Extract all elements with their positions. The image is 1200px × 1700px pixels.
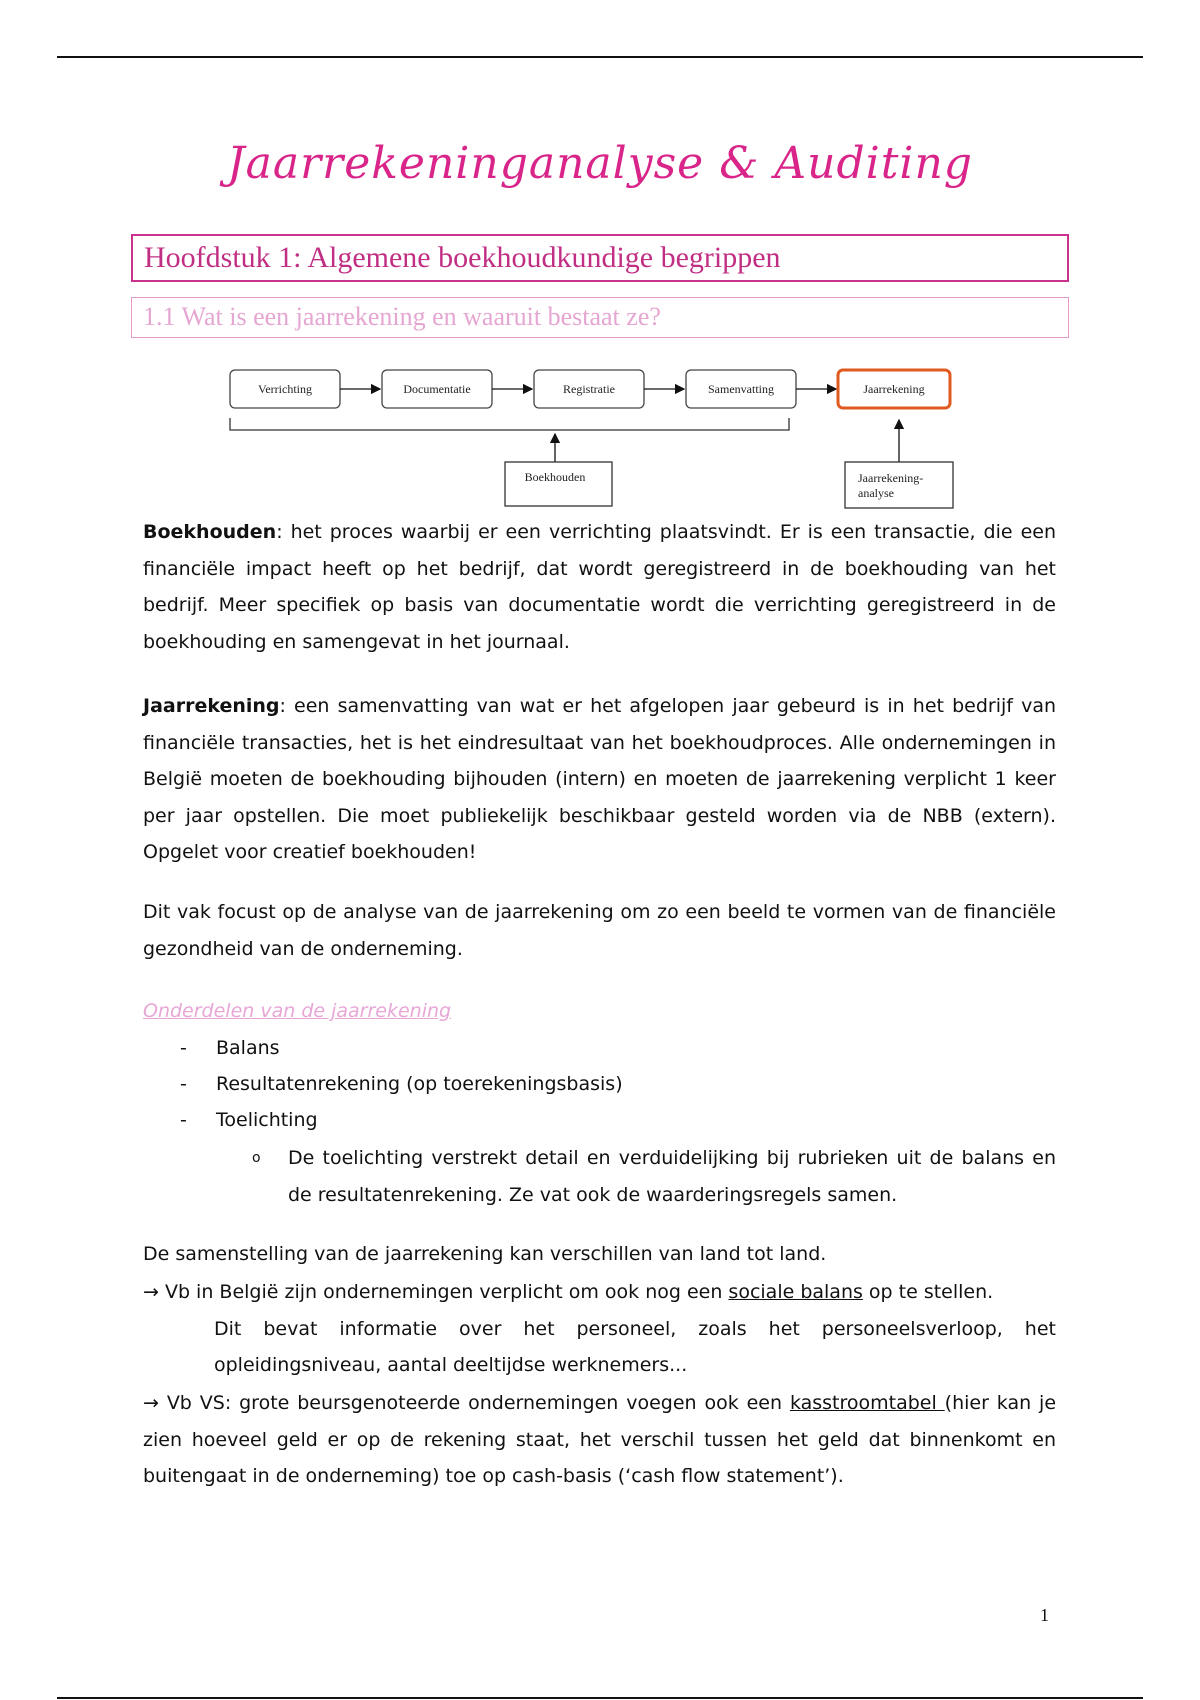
document-title: Jaarrekeninganalyse & Auditing [227,138,973,189]
paragraph-jaarrekening [143,688,1056,871]
chapter-heading: Hoofdstuk 1: Algemene boekhoudkundige begrippen [131,234,1069,282]
list-item: - Balans [180,1030,280,1067]
diagram-step-samenvatting [686,370,796,408]
arrow-icon: → [143,1281,159,1303]
term-jaarrekening: Jaarrekening [143,695,280,717]
diagram-step-documentatie [382,370,492,408]
arrow-icon: → [143,1392,159,1414]
term-boekhouden: Boekhouden [143,521,277,543]
dash-bullet: - [180,1109,187,1131]
page-number: 1 [1040,1605,1049,1625]
circle-bullet: o [252,1150,261,1166]
svg-text:Jaarrekening-: Jaarrekening- [858,471,924,485]
svg-text:Samenvatting: Samenvatting [708,382,774,396]
paragraph-samenstelling: De samenstelling van de jaarrekening kan verschillen van land tot land. [143,1243,827,1265]
diagram-step-jaarrekening [838,370,950,408]
svg-text:Jaarrekening: Jaarrekening [863,382,925,396]
svg-text:analyse: analyse [858,486,894,500]
term-kasstroomtabel: kasstroomtabel [789,1392,945,1414]
subheading-onderdelen: Onderdelen van de jaarrekening [143,1000,452,1022]
dash-bullet: - [180,1073,187,1095]
toelichting-detail: De toelichting verstrekt detail en verduidelijking bij rubrieken uit de balans en de resultatenrekening. Ze vat ook de waarderingsregels samen. [288,1147,1056,1206]
sub-list-item [252,1140,1056,1213]
diagram-bracket [230,418,789,430]
term-sociale-balans: sociale balans [728,1281,863,1303]
bottom-rule [57,1697,1143,1699]
paragraph-vs: → Vb VS: grote beursgenoteerde ondernemingen voegen ook een kasstroomtabel (hier kan je zien hoeveel geld er op de rekening staat, het verschil tussen het geld dat binnenkomt en buitengaat in de onderneming) toe op cash-basis (‘cash flow statement’). [143,1392,1057,1487]
svg-text:Documentatie: Documentatie [403,382,471,396]
diagram-step-registratie [534,370,644,408]
list-item: - Resultatenrekening (op toerekeningsbasis) [180,1066,623,1103]
diagram-step-verrichting [230,370,340,408]
paragraph-belgie: → Vb in België zijn ondernemingen verplicht om ook nog een sociale balans op te stellen. Dit bevat informatie over het personeel, zoals het personeelsverloop, het opleidingsniveau, aantal deeltijdse werknemers... [143,1274,1056,1384]
definition-boekhouden: : het proces waarbij er een verrichting plaatsvindt. Er is een transactie, die een financiële impact heeft op het bedrijf, dat wordt geregistreerd in de boekhouding van het bedrijf. Meer specifiek op basis van documentatie wordt die verrichting geregistreerd in de boekhouding en samengevat in het journaal. [143,521,1056,653]
list-item: - Toelichting [180,1102,318,1139]
process-diagram [215,358,975,518]
top-rule [57,56,1143,58]
paragraph-boekhouden [143,514,1056,660]
sociale-balans-detail: Dit bevat informatie over het personeel, zoals het personeelsverloop, het opleidingsniveau, aantal deeltijdse werknemers... [214,1317,1056,1376]
dash-bullet: - [180,1037,187,1059]
section-heading: 1.1 Wat is een jaarrekening en waaruit bestaat ze? [131,297,1069,338]
svg-text:Registratie: Registratie [563,382,615,396]
diagram-box-jaarrekening-analyse [845,462,953,508]
svg-text:Verrichting: Verrichting [258,382,312,396]
paragraph-focus [143,894,1056,967]
svg-text:Boekhouden: Boekhouden [524,470,586,484]
focus-text: Dit vak focust op de analyse van de jaarrekening om zo een beeld te vormen van de financiële gezondheid van de onderneming. [143,901,1056,960]
definition-jaarrekening: : een samenvatting van wat er het afgelopen jaar gebeurd is in het bedrijf van financiële transacties, het is het eindresultaat van het boekhoudproces. Alle ondernemingen in België moeten de boekhouding bijhouden (intern) en moeten de jaarrekening verplicht 1 keer per jaar opstellen. Die moet publiekelijk beschikbaar gesteld worden via de NBB (extern). Opgelet voor creatief boekhouden! [143,695,1056,863]
diagram-box-boekhouden [505,462,612,506]
